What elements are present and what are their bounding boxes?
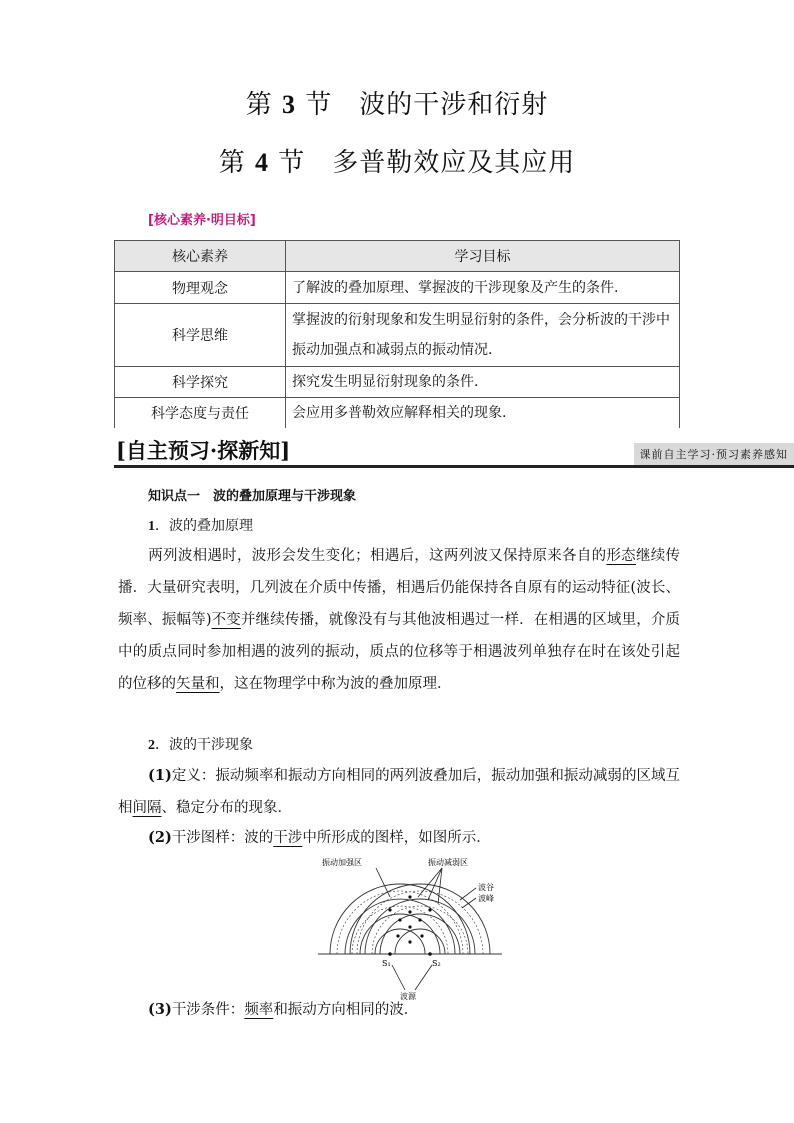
text-run: 继续传播．大量研究表明，几列波在介质中传播，相遇后仍能保持各自原有的运动特征(波长、频率、振幅等) xyxy=(118,548,681,628)
section-title-4 xyxy=(0,142,794,179)
banner-subtitle: 课前自主学习·预习素养感知 xyxy=(634,443,794,465)
text-run: 、稳定分布的现象． xyxy=(161,800,292,816)
subheading-number: 2 xyxy=(148,738,155,753)
table-cell-literacy: 物理观念 xyxy=(115,272,286,304)
label-source: 波源 xyxy=(400,992,416,1001)
text-run: ，这在物理学中称为波的叠加原理． xyxy=(219,676,452,692)
label-strong-region: 振动加强区 xyxy=(322,858,362,867)
underlined-term: 频率 xyxy=(244,1002,274,1018)
table-cell-goal: 了解波的叠加原理、掌握波的干涉现象及产生的条件. xyxy=(286,272,680,304)
table-cell-literacy: 科学思维 xyxy=(115,304,286,367)
text-run: 两列波相遇时，波形会发生变化；相遇后，这两列波又保持原来各自的 xyxy=(148,548,607,564)
goals-table xyxy=(114,240,680,428)
text-run: 中所形成的图样，如图所示． xyxy=(302,830,491,846)
text-run: 和振动方向相同的波． xyxy=(273,1002,419,1018)
table-cell-literacy: 科学探究 xyxy=(115,367,286,398)
text-run: 定义：振动频率和振动方向相同的两列波叠加后，振动加强和振动减弱的区域互相 xyxy=(118,768,680,816)
label-s2: S₂ xyxy=(432,959,441,968)
table-cell-goal: 掌握波的衍射现象和发生明显衍射的条件，会分析波的干涉中振动加强点和减弱点的振动情况. xyxy=(286,304,680,367)
banner-title: [自主预习·探新知] xyxy=(116,438,291,463)
label-s1: S₁ xyxy=(382,959,391,968)
title-prefix: 第 xyxy=(245,90,273,120)
title-text: 节 波的干涉和衍射 xyxy=(305,90,549,120)
text-run: 干涉图样：波的 xyxy=(171,830,274,846)
core-literacy-tag: [核心素养·明目标] xyxy=(148,213,256,228)
underlined-term: 干涉 xyxy=(273,830,303,846)
table-row xyxy=(115,304,680,367)
paragraph-superposition xyxy=(118,540,680,700)
underlined-term: 矢量和 xyxy=(176,676,220,692)
item-label: (3) xyxy=(148,1001,172,1018)
subheading-number: 1 xyxy=(148,519,155,534)
underlined-term: 不变 xyxy=(211,612,241,628)
title-number: 3 xyxy=(282,90,296,119)
table-row xyxy=(115,367,680,398)
title-number: 4 xyxy=(255,148,269,177)
paragraph-pattern xyxy=(118,822,680,854)
table-cell-literacy: 科学态度与责任 xyxy=(115,398,286,429)
section-title-3 xyxy=(0,84,794,121)
text-run: 并继续传播，就像没有与其他波相遇过一样．在相遇的区域里，介质中的质点同时参加相遇的波列的振动，质点的位移等于相遇波列单独存在时在该处引起的位移的 xyxy=(118,612,680,692)
title-prefix: 第 xyxy=(218,148,246,178)
table-header: 核心素养 xyxy=(115,241,286,272)
table-header-row xyxy=(115,241,680,272)
item-label: (1) xyxy=(148,767,172,784)
underlined-term: 间隔 xyxy=(132,800,162,816)
table-row xyxy=(115,398,680,429)
underlined-term: 形态 xyxy=(606,548,636,564)
preview-banner xyxy=(114,433,794,468)
table-cell-goal: 探究发生明显衍射现象的条件. xyxy=(286,367,680,398)
label-weak-region: 振动减弱区 xyxy=(428,858,468,867)
paragraph-definition xyxy=(118,760,680,824)
table-cell-goal: 会应用多普勒效应解释相关的现象. xyxy=(286,398,680,429)
table-header: 学习目标 xyxy=(286,241,680,272)
label-crest: 波峰 xyxy=(478,894,494,903)
subheading-interference xyxy=(148,734,253,754)
item-label: (2) xyxy=(148,829,172,846)
paragraph-condition xyxy=(118,994,680,1026)
subheading-text: ．波的叠加原理 xyxy=(155,518,253,534)
knowledge-point-heading: 知识点一 波的叠加原理与干涉现象 xyxy=(148,489,357,504)
subheading-superposition xyxy=(148,515,253,535)
table-row xyxy=(115,272,680,304)
interference-figure xyxy=(310,852,510,1002)
subheading-text: ．波的干涉现象 xyxy=(155,737,253,753)
label-trough: 波谷 xyxy=(478,883,494,892)
text-run: 干涉条件： xyxy=(171,1002,245,1018)
title-text: 节 多普勒效应及其应用 xyxy=(278,148,576,178)
